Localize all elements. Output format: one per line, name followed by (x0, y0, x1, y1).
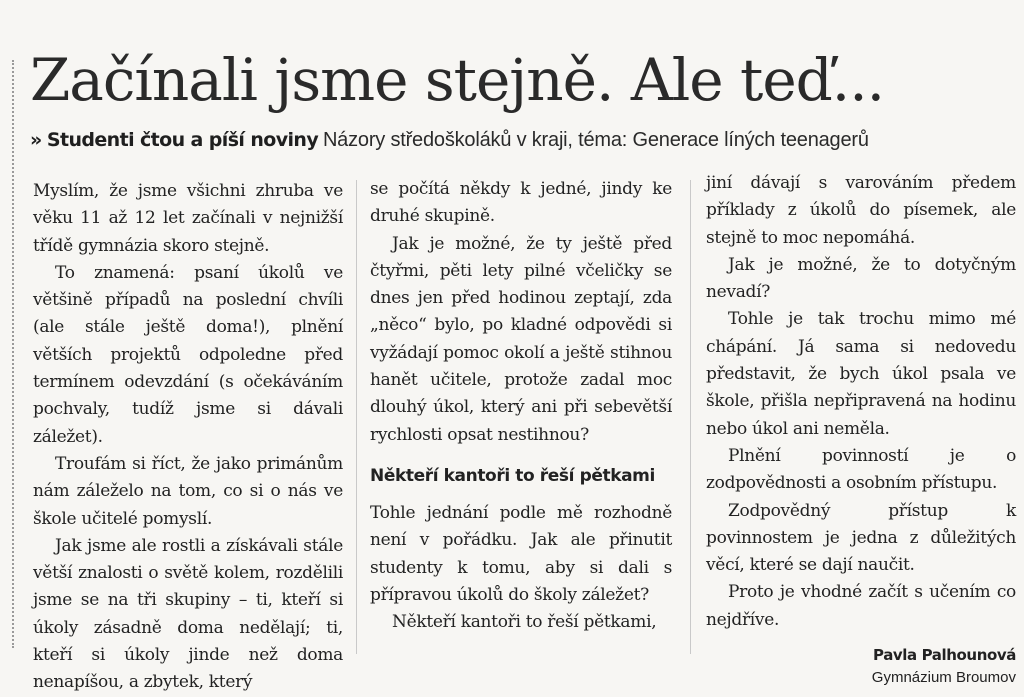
column-divider (356, 180, 357, 654)
author-name: Pavla Palhounová (873, 646, 1016, 665)
subheading: Někteří kantoři to řeší pětkami (370, 465, 655, 486)
paragraph: Zodpovědný přístup k povinnostem je jedna z důležitých věcí, které se dají naučit. (706, 500, 1016, 576)
paragraph: Tohle je tak trochu mimo mé chápání. Já sama si nedovedu představit, že bych úkol psala ve škole, přišla nepřipravená na hodinu nebo úkol ani neměla. (706, 309, 1016, 439)
paragraph: Tohle jednání podle mě rozhodně není v pořádku. Jak ale přinutit studenty k tomu, aby si dali s přípravou úkolů do školy záležet? (370, 502, 672, 605)
paragraph: Někteří kantoři to řeší pětkami, (392, 612, 657, 633)
double-chevron-icon: » (30, 129, 43, 151)
kicker (30, 126, 1020, 154)
paragraph: jiní dávají s varováním předem příklady z úkolů do písemek, ale stejně to moc nepomáhá. (706, 173, 1016, 248)
article-column-3 (706, 170, 1016, 690)
author-school: Gymnázium Broumov (871, 669, 1016, 687)
column-divider (690, 180, 691, 654)
paragraph: To znamená: psaní úkolů ve většině případů na poslední chvíli (ale stále ještě doma!), plnění větších projektů odpoledne před termínem odevzdání (s očekáváním pochvaly, tudíž jsme si dávali záležet). (33, 262, 343, 447)
paragraph: Plnění povinností je o zodpovědnosti a osobním přístupu. (706, 445, 1016, 494)
paragraph: Proto je vhodné začít s učením co nejdříve. (706, 582, 1016, 630)
paragraph: se počítá někdy k jedné, jindy ke druhé skupině. (370, 179, 672, 227)
paragraph: Troufám si říct, že jako primánům nám záleželo na tom, co si o nás ve škole učitelé pomyslí. (33, 453, 343, 529)
paragraph: Jak jsme ale rostli a získávali stále větší znalosti o světě kolem, rozdělili jsme se na tři skupiny – ti, kteří si úkoly zásadně doma nedělají; ti, kteří si úkoly jinde než doma nenapíšou, a zbytek, který (33, 535, 343, 693)
topic-label: Názory středoškoláků v kraji, téma: Generace líných teenagerů (322, 129, 869, 151)
paragraph: Jak je možné, že ty ještě před čtyřmi, pěti lety pilné včeličky se dnes jen před hodinou zeptají, zda „něco“ bylo, po kladné odpovědi si vyžádají pomoc okolí a ještě stihnou hanět učitele, protože zadal moc dlouhý úkol, který ani při sebevětší rychlosti opsat nestihnou? (370, 233, 672, 445)
clipping-edge (12, 60, 14, 648)
article-column-2 (370, 176, 672, 636)
paragraph: Jak je možné, že to dotyčným nevadí? (706, 254, 1016, 303)
section-label: Studenti čtou a píší noviny (46, 129, 319, 151)
headline: Začínali jsme stejně. Ale teď... (30, 46, 885, 114)
paragraph: Myslím, že jsme všichni zhruba ve věku 11 až 12 let začínali v nejnižší třídě gymnázia skoro stejně. (33, 181, 343, 256)
article-column-1 (33, 178, 343, 697)
